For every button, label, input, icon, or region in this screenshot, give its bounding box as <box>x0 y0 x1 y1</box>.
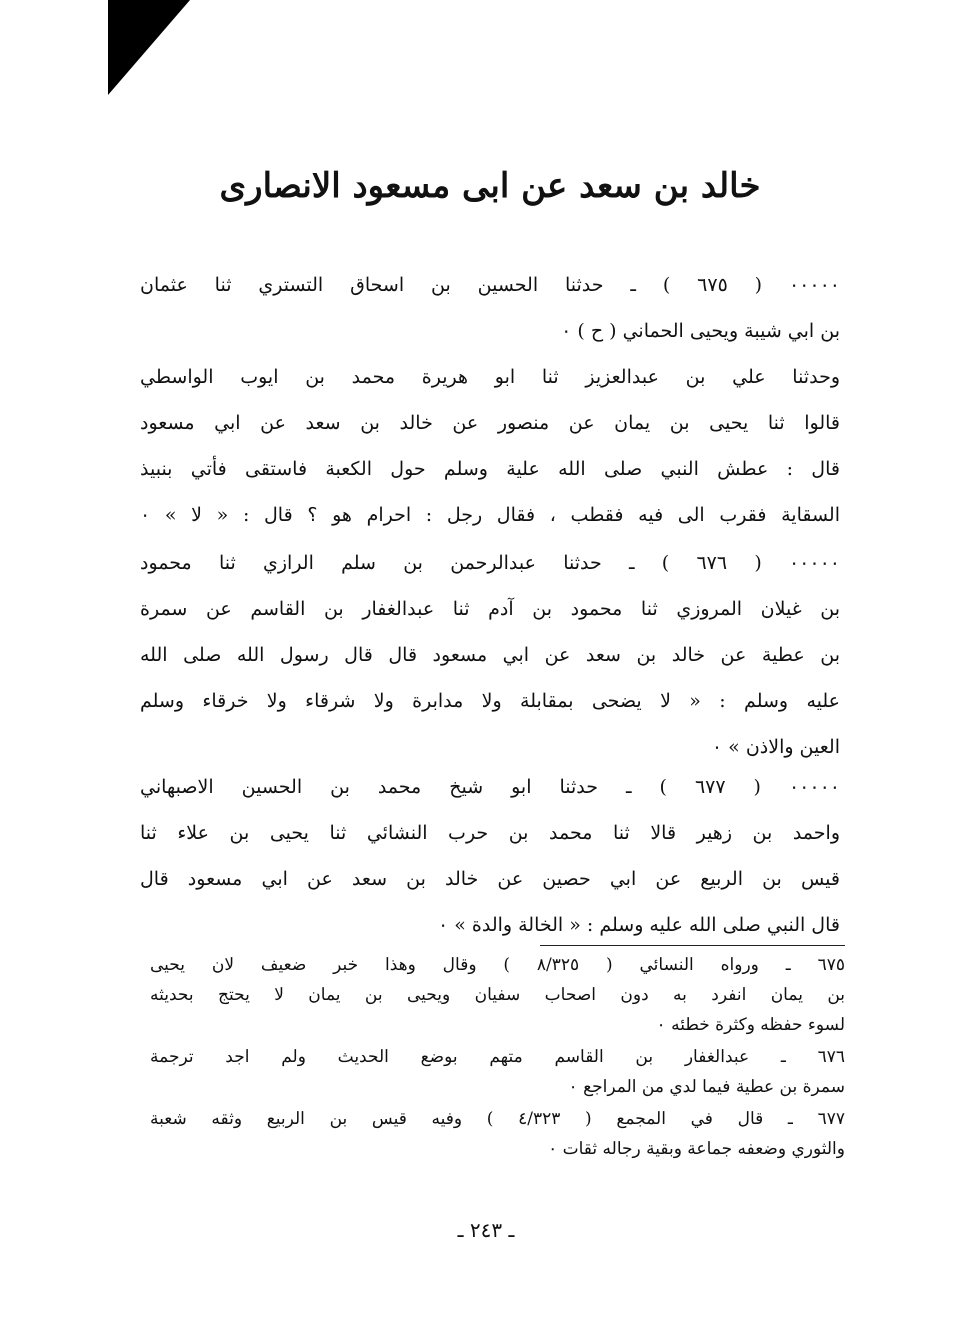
text-line: ٠٠٠٠٠ ( ٦٧٧ ) ـ حدثنا ابو شيخ محمد بن الحسين الاصبهاني <box>140 776 840 798</box>
footnote-line: بن يمان انفرد به دون اصحاب سفيان ويحيى بن يمان لا يحتج بحديثه <box>150 985 845 1005</box>
hadith-676 <box>140 540 840 770</box>
footnote-line: لسوء حفظه وكثرة خطئه ٠ <box>656 1015 845 1035</box>
footnote-line: سمرة بن عطية فيما لدي من المراجع ٠ <box>568 1077 845 1097</box>
footnotes <box>150 950 845 1166</box>
text-line: قالوا ثنا يحيى بن يمان عن منصور عن خالد بن سعد عن ابي مسعود <box>140 412 840 434</box>
text-line: قال النبي صلى الله عليه وسلم : « الخالة والدة » ٠ <box>437 914 840 936</box>
text-line: قيس بن الربيع عن ابي حصين عن خالد بن سعد عن ابي مسعود قال <box>140 868 840 890</box>
text-line: قال : عطش النبي صلى الله علية وسلم حول الكعبة فاستقى فأتي بنبيذ <box>140 458 840 480</box>
footnote-line: ٦٧٧ ـ قال في المجمع ( ٤/٣٢٣ ) وفيه قيس بن الربيع وثقه شعبة <box>150 1109 845 1129</box>
footnote-line: ٦٧٥ ـ ورواه النسائي ( ٨/٣٢٥ ) وقال وهذا خبر ضعيف لان يحيى <box>150 955 845 975</box>
text-line: بن ابي شيبة ويحيى الحماني ( ح ) ٠ <box>561 320 840 342</box>
text-line: واحمد بن زهير قالا ثنا محمد بن حرب النشائي ثنا يحيى بن علاء ثنا <box>140 822 840 844</box>
text-line: بن غيلان المروزي ثنا محمود بن آدم ثنا عبدالغفار بن القاسم عن سمرة <box>140 598 840 620</box>
footnote-line: ٦٧٦ ـ عبدالغفار بن القاسم متهم بوضع الحديث ولم اجد ترجمة <box>150 1047 845 1067</box>
text-line: عليه وسلم : « لا يضحى بمقابلة ولا مدابرة ولا شرقاء ولا خرقاء وسلم <box>140 690 840 712</box>
footnote-677 <box>150 1104 845 1164</box>
text-line: العين والاذن » ٠ <box>711 736 840 758</box>
page-number: ـ ٢٤٣ ـ <box>457 1218 515 1242</box>
text-line: السقاية فقرب الى فيه فقطب ، فقال رجل : احرام هو ؟ قال : « لا » ٠ <box>140 504 840 526</box>
corner-shadow <box>0 0 200 110</box>
page-title: خالد بن سعد عن ابى مسعود الانصارى <box>219 166 761 206</box>
footnote-676 <box>150 1042 845 1102</box>
text-line: ٠٠٠٠٠ ( ٦٧٦ ) ـ حدثنا عبدالرحمن بن سلم الرازي ثنا محمود <box>140 552 840 574</box>
text-line: وحدثنا علي بن عبدالعزيز ثنا ابو هريرة محمد بن ايوب الواسطي <box>140 366 840 388</box>
hadith-677 <box>140 764 840 948</box>
footnote-separator <box>540 945 845 946</box>
footnote-line: والثوري وضعفه جماعة وبقية رجاله ثقات ٠ <box>548 1139 845 1159</box>
footnote-675 <box>150 950 845 1040</box>
hadith-675 <box>140 262 840 538</box>
text-line: ٠٠٠٠٠ ( ٦٧٥ ) ـ حدثنا الحسين بن اسحاق التستري ثنا عثمان <box>140 274 840 296</box>
text-line: بن عطية عن خالد بن سعد عن ابي مسعود قال قال رسول الله صلى الله <box>140 644 840 666</box>
